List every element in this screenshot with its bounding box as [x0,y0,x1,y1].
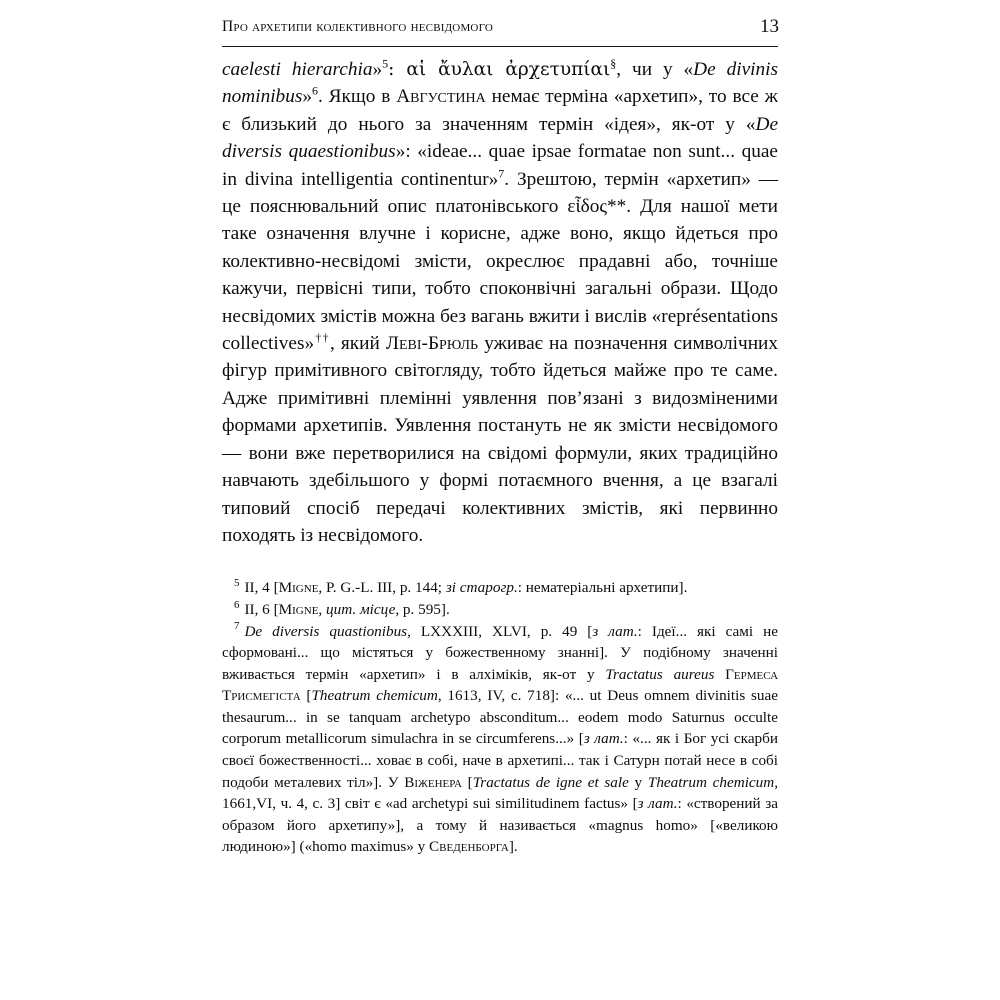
text-run: . Зрештою, термін «архетип» — це пояснювальний опис платонівського εἶδος**. Для нашої мети таке означення влучне і корисне, адже воно, якщо йдеться про колективно-несвідомі змісти, окреслює прадавні або, точніше кажучи, первісні типи, тобто споконвічні загальні образи. Щодо несвідомих змістів можна без вагань вжити і вислів «représentations collectives» [222,168,778,355]
text-run: » [302,86,312,108]
text-run: . Якщо в [317,86,397,108]
running-head [222,18,778,44]
main-paragraph [222,56,778,549]
text-run: , [318,600,327,618]
text-run: [ [300,687,312,705]
text-run: II, 4 [ [244,579,279,597]
footnote [222,599,778,621]
small-caps-name: Віженера [404,773,462,791]
footnote [222,621,778,859]
italic-text: з лат. [583,730,624,748]
italic-text: цит. місце [326,600,396,618]
italic-text: De divinis nominibus [222,59,778,108]
text-run: , p. 595]. [395,600,450,618]
text-run: , 1613, IV, с. 718]: «... ut Deus omnem divinitis suae thesaurum... in se tanquam archetypo absconditum... eodem modo Saturnus occulte corporum metallicorum simulachra in se circumferens...» [ [222,687,778,748]
small-caps-name: Сведенборга [429,838,509,856]
body-text [222,56,778,549]
italic-text: з лат. [637,795,678,813]
italic-text: Tractatus de igne et sale [472,773,629,791]
text-run [714,666,725,683]
running-title: Про архетипи колективного несвідомого [222,18,494,35]
footnote-marker: 5 [234,577,240,590]
text-run: , чи у « [616,59,694,80]
text-run: [ [461,773,473,791]
italic-text: De diversis quaestionibus [222,113,778,163]
small-caps-name: Леві-Брюль [385,333,479,355]
text-run: 1661,VI, ч. 4, с. 3] світ є «ad archetypi sui similitudinem factus» [ [222,795,638,813]
text-run: уживає на позначення символічних фігур примітивного світогляду, тобто йдеться майже про те саме. Адже примітивні племінні уявлення пов’язані з видозміненими формами архетипів. Уявлення постануть не як змісти несвідомого — вони вже перетворилися на свідомі формули, яких традиційно навчають здебільшого у формі потаємного вчення, а це взагалі типовий спосіб передачі колективних змістів, які первинно походять із несвідомого. [222,333,778,546]
footnote-reference: 6 [312,83,318,98]
text-run: немає терміна «архетип», то все ж є близький до нього за значенням термін «ідея», як-от у « [222,86,778,135]
text-run: : нематеріальні архетипи]. [517,579,688,597]
text-run: : «створений за образом його архетипу»], а тому й називається «magnus homo» [«великою людиною»] («homo maximus» у [222,795,778,856]
small-caps-name: Migne [278,600,319,618]
footnote-reference: 7 [498,166,505,181]
italic-text: зі старогр. [445,579,518,597]
text-run: : Ідеї... які самі не сформовані... що містяться у божественному знанні]. У подібному значенні вживається термін «архетип» і в алхіміків, як-от у [222,622,779,683]
page-number: 13 [760,16,779,37]
italic-text: Theatrum chemicum, [647,773,779,791]
text-run: » [372,59,383,80]
text-run: »: «ideae... quae ipsae formatae non sunt... quae in divina intelligentia continentur» [222,141,778,190]
small-caps-name: Гермеса Трисмегіста [222,665,779,705]
footnote-reference: †† [314,330,330,345]
text-run: у [628,773,648,791]
footnotes [222,577,778,858]
italic-text: з лат. [592,622,638,640]
footnote [222,577,778,599]
footnote-reference: 5 [382,56,389,71]
italic-text: Theatrum chemicum [311,687,438,705]
header-rule [222,46,778,47]
italic-text: De diversis quastionibus, [244,622,411,640]
text-run: II, 6 [ [244,600,279,618]
footnote-reference: § [610,56,617,71]
footnote-marker: 6 [234,598,240,611]
text-run: : «... як і Бог усі скарби своєї божественності... ховає в собі, наче в архетипі... так і Сатурн потай несе в собі подоби металевих тіл»]. У [222,730,779,791]
small-caps-name: Migne [278,579,319,597]
text-run: , P. G.-L. III, p. 144; [318,579,446,597]
greek-text: : αἱ ἄυλαι ἀρχετυπίαι [388,59,611,80]
italic-text: caelesti hierarchia [222,59,373,80]
footnote-marker: 7 [234,620,240,633]
italic-text: Tractatus aureus [605,665,715,683]
text-run: , який [329,333,386,355]
text-run: ]. [508,838,518,856]
text-run: LXXXIII, XLVI, p. 49 [ [410,622,593,640]
small-caps-name: Августина [396,86,486,108]
